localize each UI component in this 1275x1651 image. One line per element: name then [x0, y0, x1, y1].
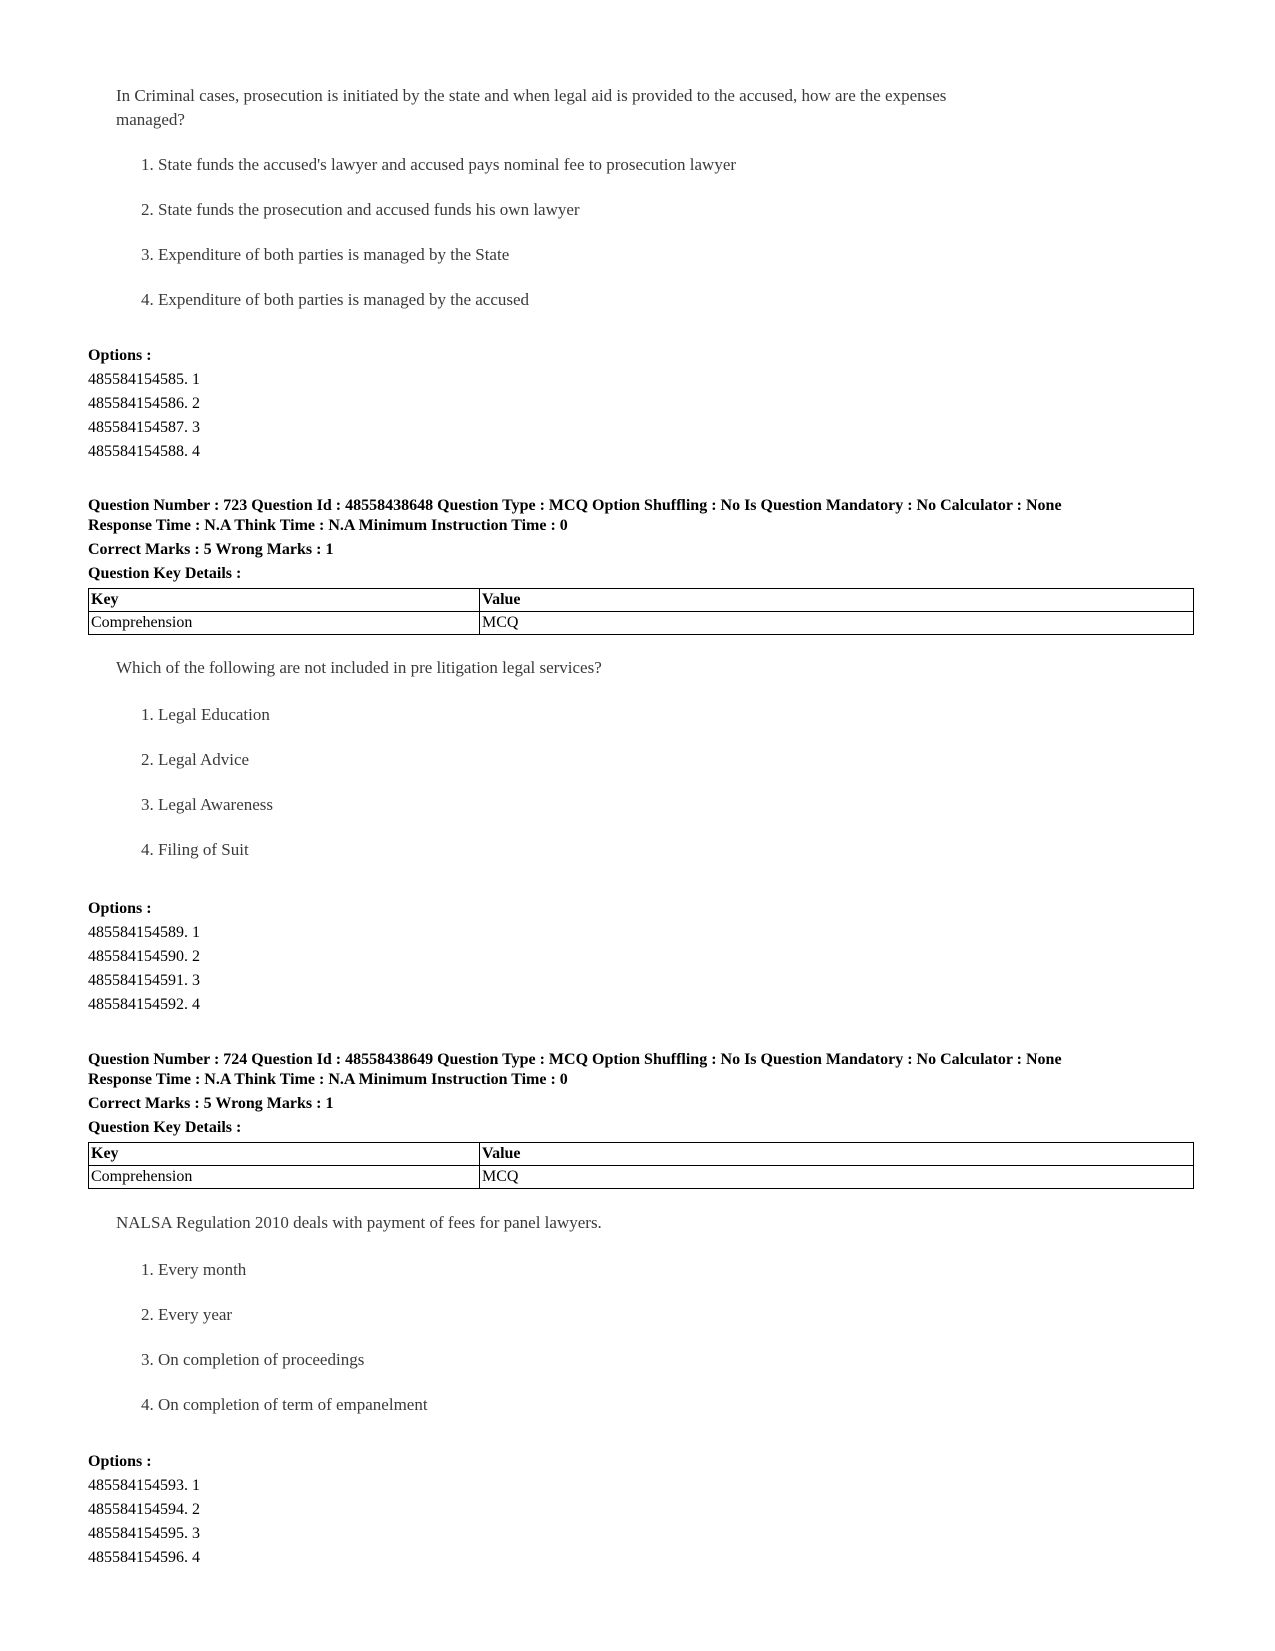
option-id: 485584154595. 3 — [88, 1525, 200, 1542]
table-row — [89, 612, 1194, 635]
question-choice: 2. State funds the prosecution and accused funds his own lawyer — [141, 200, 580, 219]
table-row — [89, 1166, 1194, 1189]
option-id: 485584154589. 1 — [88, 924, 200, 941]
question-stem: NALSA Regulation 2010 deals with payment of fees for panel lawyers. — [116, 1213, 602, 1232]
option-id: 485584154590. 2 — [88, 948, 200, 965]
question-choice: 1. Every month — [141, 1260, 247, 1279]
question-meta: Question Number : 724 Question Id : 48558438649 Question Type : MCQ Option Shuffling : No Is Question Mandatory : No Calculator : None — [88, 1051, 1062, 1068]
table-header-row — [89, 1143, 1194, 1166]
table-cell-key: Comprehension — [89, 1166, 480, 1189]
table-header-value: Value — [480, 1143, 1194, 1166]
question-choice: 1. State funds the accused's lawyer and accused pays nominal fee to prosecution lawyer — [141, 155, 737, 174]
question-meta-timing: Response Time : N.A Think Time : N.A Minimum Instruction Time : 0 — [88, 1071, 568, 1088]
key-details-label: Question Key Details : — [88, 1119, 242, 1136]
table-header-row — [89, 589, 1194, 612]
option-id: 485584154594. 2 — [88, 1501, 200, 1518]
table-header-key: Key — [89, 589, 480, 612]
question-choice: 4. Filing of Suit — [141, 840, 249, 859]
option-id: 485584154591. 3 — [88, 972, 200, 989]
question-choice: 4. Expenditure of both parties is managed by the accused — [141, 290, 530, 309]
option-id: 485584154585. 1 — [88, 371, 200, 388]
table-cell-key: Comprehension — [89, 612, 480, 635]
option-id: 485584154596. 4 — [88, 1549, 200, 1566]
table-cell-value: MCQ — [480, 612, 1194, 635]
question-marks: Correct Marks : 5 Wrong Marks : 1 — [88, 1095, 334, 1112]
question-stem: In Criminal cases, prosecution is initiated by the state and when legal aid is provided to the accused, how are the expenses managed? — [116, 86, 947, 129]
options-label: Options : — [88, 900, 152, 917]
option-id: 485584154593. 1 — [88, 1477, 200, 1494]
option-id: 485584154586. 2 — [88, 395, 200, 412]
key-details-table — [88, 588, 1194, 635]
question-choice: 3. Expenditure of both parties is managed by the State — [141, 245, 510, 264]
question-choice: 3. On completion of proceedings — [141, 1350, 365, 1369]
options-label: Options : — [88, 347, 152, 364]
table-cell-value: MCQ — [480, 1166, 1194, 1189]
question-meta-timing: Response Time : N.A Think Time : N.A Minimum Instruction Time : 0 — [88, 517, 568, 534]
option-id: 485584154592. 4 — [88, 996, 200, 1013]
options-label: Options : — [88, 1453, 152, 1470]
table-header-key: Key — [89, 1143, 480, 1166]
key-details-table — [88, 1142, 1194, 1189]
question-meta: Question Number : 723 Question Id : 48558438648 Question Type : MCQ Option Shuffling : No Is Question Mandatory : No Calculator : None — [88, 497, 1062, 514]
question-choice: 1. Legal Education — [141, 705, 270, 724]
key-details-label: Question Key Details : — [88, 565, 242, 582]
question-choice: 2. Every year — [141, 1305, 233, 1324]
option-id: 485584154587. 3 — [88, 419, 200, 436]
question-marks: Correct Marks : 5 Wrong Marks : 1 — [88, 541, 334, 558]
question-choice: 3. Legal Awareness — [141, 795, 274, 814]
question-choice: 4. On completion of term of empanelment — [141, 1395, 428, 1414]
question-choice: 2. Legal Advice — [141, 750, 250, 769]
question-stem: Which of the following are not included in pre litigation legal services? — [116, 658, 602, 677]
table-header-value: Value — [480, 589, 1194, 612]
option-id: 485584154588. 4 — [88, 443, 200, 460]
